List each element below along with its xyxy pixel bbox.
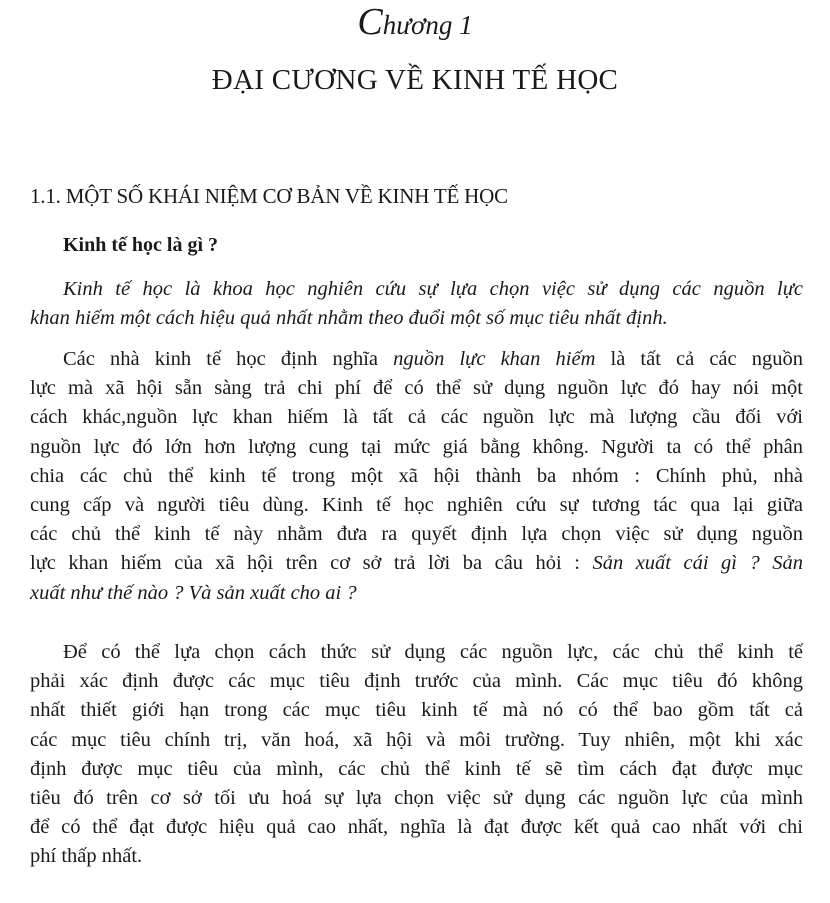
paragraph-line: cách khác,nguồn lực khan hiếm là tất cả các nguồn lực mà lượng cầu đối với — [30, 406, 803, 429]
paragraph-line — [30, 345, 803, 374]
paragraph-line: tiêu đó trên cơ sở tối ưu hoá sự lựa chọn việc sử dụng các nguồn lực của mình — [30, 787, 803, 810]
chapter-label-initial: C — [357, 1, 383, 43]
paragraph-line: nhất thiết giới hạn trong các mục tiêu kinh tế mà nó có thể bao gồm tất cả — [30, 699, 803, 722]
paragraph-line: nguồn lực đó lớn hơn lượng cung tại mức giá bằng không. Người ta có thể phân — [30, 435, 803, 458]
paragraph-line: các chủ thể kinh tế này nhằm đưa ra quyết định lựa chọn việc sử dụng nguồn — [30, 523, 803, 546]
paragraph-line: Để có thể lựa chọn cách thức sử dụng các nguồn lực, các chủ thể kinh tế — [63, 641, 803, 663]
paragraph-line: để có thể đạt được hiệu quả cao nhất, nghĩa là đạt được kết quả cao nhất với chi — [30, 816, 803, 839]
body-paragraph-2 — [30, 638, 803, 872]
emphasis-term: nguồn lực khan hiếm — [393, 348, 596, 370]
paragraph-line: định được mục tiêu của mình, các chủ thể kinh tế sẽ tìm cách đạt được mục — [30, 757, 803, 780]
text-run: Các nhà kinh tế học định nghĩa — [63, 348, 394, 370]
text-run: lực khan hiếm của xã hội trên cơ sở trả lời ba câu hỏi : — [30, 552, 593, 575]
paragraph-line: cung cấp và người tiêu dùng. Kinh tế học nghiên cứu sự tương tác qua lại giữa — [30, 494, 803, 517]
emphasis-question: Sản xuất cái gì ? Sản — [592, 552, 803, 575]
definition-line: khan hiếm một cách hiệu quả nhất nhằm theo đuổi một số mục tiêu nhất định. — [30, 307, 668, 330]
chapter-title: ĐẠI CƯƠNG VỀ KINH TẾ HỌC — [211, 64, 619, 96]
paragraph-line: chia các chủ thể kinh tế trong một xã hội thành ba nhóm : Chính phủ, nhà — [30, 464, 803, 487]
paragraph-line — [30, 549, 803, 578]
chapter-label-rest: hương 1 — [382, 10, 473, 40]
definition-paragraph — [30, 275, 803, 333]
paragraph-line: lực mà xã hội sẵn sàng trả chi phí để có thể sử dụng nguồn lực đó hay nói một — [30, 377, 803, 400]
emphasis-question: xuất như thế nào ? Và sản xuất cho ai ? — [30, 581, 357, 604]
paragraph-line: các mục tiêu chính trị, văn hoá, xã hội và môi trường. Tuy nhiên, một khi xác — [30, 728, 803, 751]
text-run: là tất cả các nguồn — [595, 348, 803, 370]
paragraph-line: phí thấp nhất. — [30, 845, 143, 868]
body-paragraph-1 — [30, 345, 803, 608]
paragraph-line: phải xác định được các mục tiêu định trước của mình. Các mục tiêu đó không — [30, 670, 803, 693]
subheading: Kinh tế học là gì ? — [63, 234, 219, 256]
section-heading: 1.1. MỘT SỐ KHÁI NIỆM CƠ BẢN VỀ KINH TẾ HỌC — [30, 184, 508, 208]
definition-line: Kinh tế học là khoa học nghiên cứu sự lựa chọn việc sử dụng các nguồn lực — [63, 278, 803, 300]
chapter-label — [0, 2, 830, 45]
